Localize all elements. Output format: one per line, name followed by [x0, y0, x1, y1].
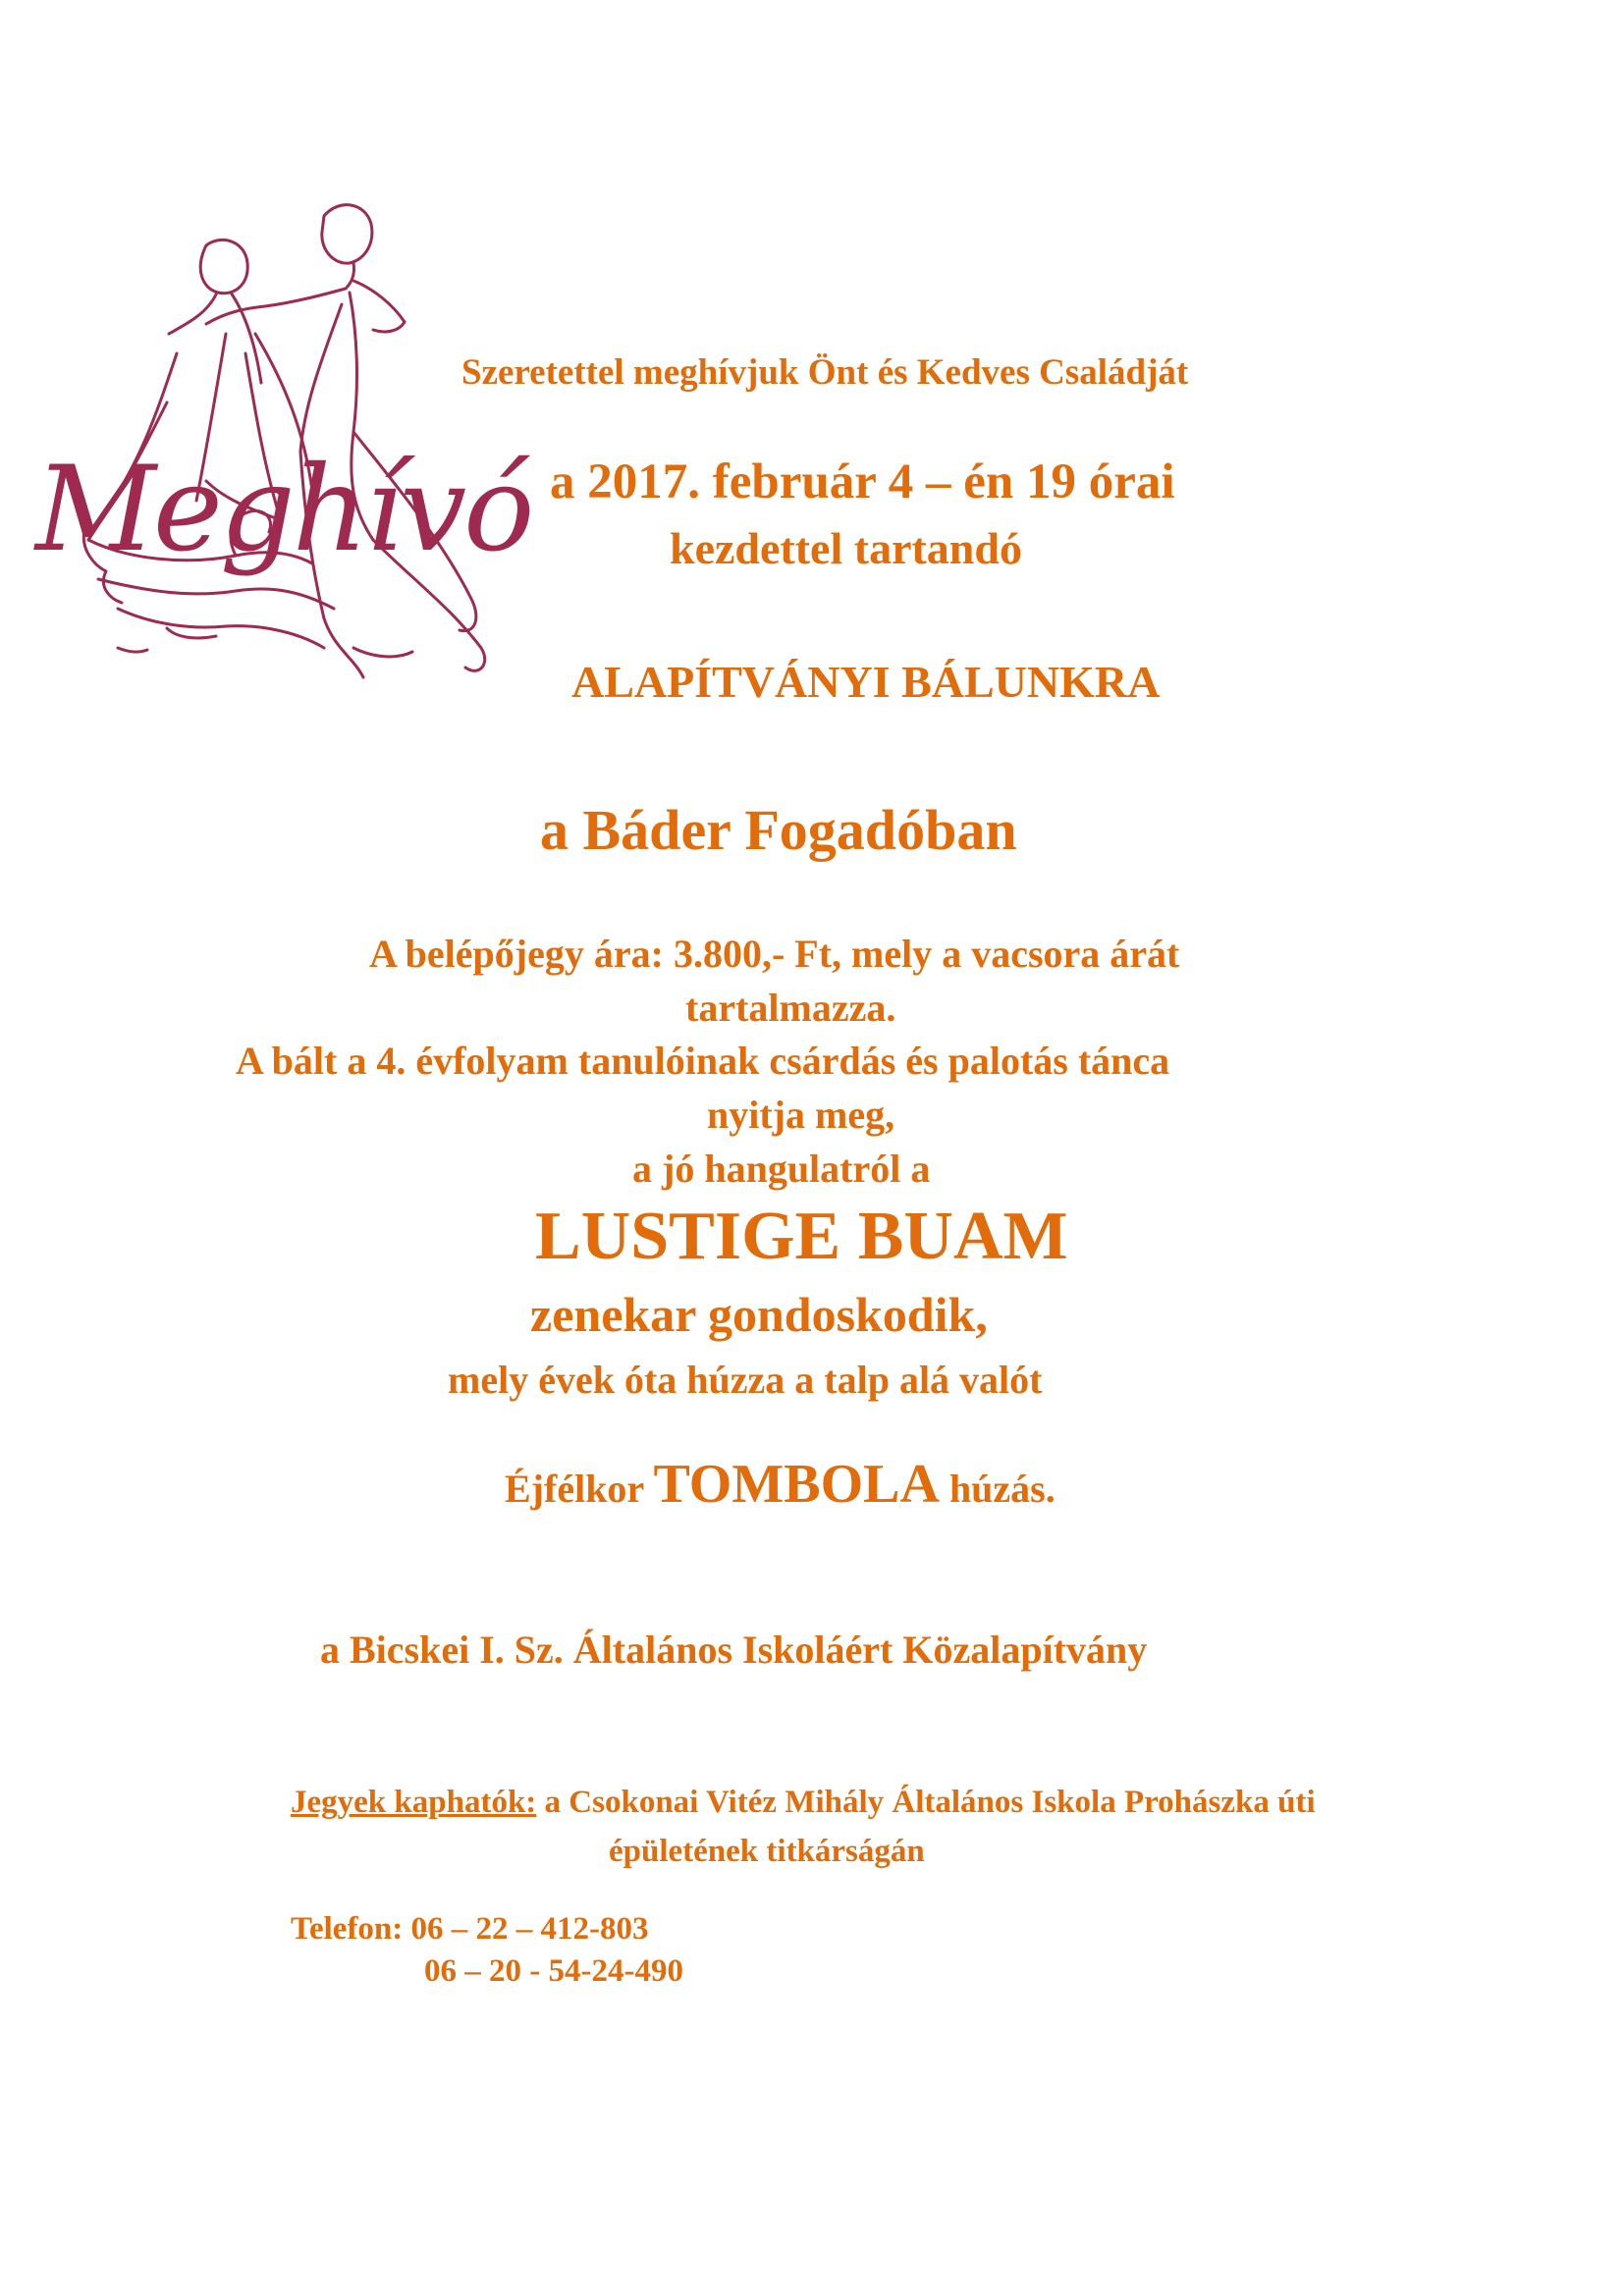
tickets-location: a Csokonai Vitéz Mihály Általános Iskola Prohászka úti	[544, 1785, 1316, 1820]
raffle-pre: Éjfélkor	[505, 1467, 644, 1511]
phone-1: Telefon: 06 – 22 – 412-803	[291, 1911, 649, 1947]
band-name: LUSTIGE BUAM	[535, 1199, 1068, 1274]
opening-dance-line: A bált a 4. évfolyam tanulóinak csárdás és palotás tánca	[236, 1039, 1170, 1083]
ticket-price-line-2: tartalmazza.	[685, 986, 896, 1030]
band-description: mely évek óta húzza a talp alá valót	[448, 1358, 1043, 1402]
band-line: zenekar gondoskodik,	[530, 1287, 988, 1342]
event-venue: a Báder Fogadóban	[540, 798, 1017, 862]
phone-2: 06 – 20 - 54-24-490	[424, 1953, 683, 1989]
organizer: a Bicskei I. Sz. Általános Iskoláért Közalapítvány	[320, 1628, 1148, 1672]
tickets-info	[291, 1785, 1316, 1821]
raffle-title: TOMBOLA	[653, 1454, 940, 1515]
event-start: kezdettel tartandó	[670, 523, 1022, 573]
tickets-label: Jegyek kaphatók:	[291, 1785, 537, 1820]
tickets-location-2: épületének titkárságán	[609, 1834, 925, 1869]
logo-wordmark: Meghívó	[35, 442, 532, 578]
opening-dance-line-2: nyitja meg,	[707, 1093, 895, 1137]
ticket-price-line: A belépőjegy ára: 3.800,- Ft, mely a vacsora árát	[369, 932, 1180, 976]
mood-line: a jó hangulatról a	[632, 1147, 931, 1191]
invitation-greeting: Szeretettel meghívjuk Önt és Kedves Családját	[461, 352, 1189, 393]
event-title: ALAPÍTVÁNYI BÁLUNKRA	[571, 657, 1161, 707]
raffle-line	[505, 1453, 1056, 1516]
event-date: a 2017. február 4 – én 19 órai	[550, 454, 1175, 509]
raffle-post: húzás.	[948, 1467, 1056, 1511]
